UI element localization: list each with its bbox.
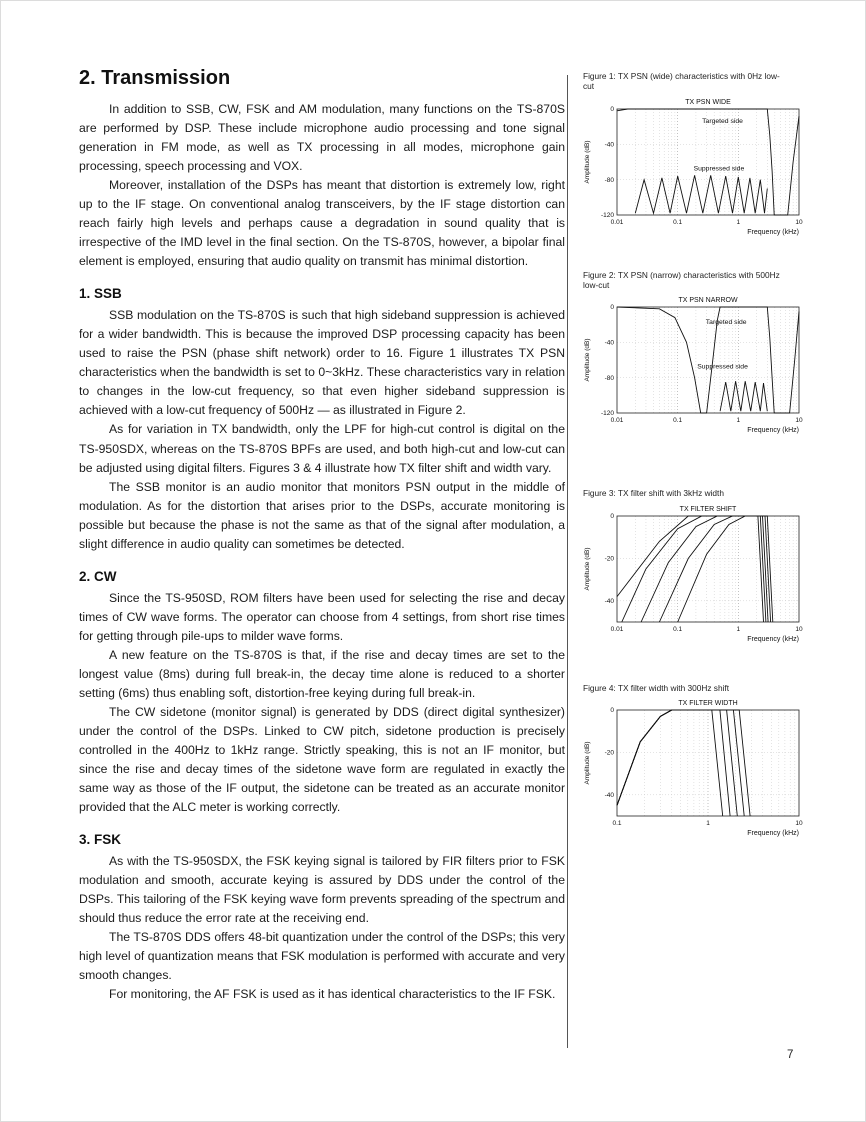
article-title: 2. Transmission bbox=[79, 67, 231, 89]
svg-text:0.01: 0.01 bbox=[610, 417, 624, 425]
figure-4-caption: Figure 4: TX filter width with 300Hz shift bbox=[583, 682, 730, 693]
figure-4 bbox=[581, 683, 813, 851]
main-text-column bbox=[79, 67, 565, 1004]
svg-text:Suppressed side: Suppressed side bbox=[697, 363, 748, 371]
figure-3 bbox=[581, 488, 813, 656]
intro-paragraph: Moreover, installation of the DSPs has meant that distortion is extremely low, right up to the IF stage. On conventional analog transceivers, by the IF stage distortion can reach fairly high levels and perhaps cause a degradation in sound quality that is irrespective of the IMD level in the final section. On the TS-870S, however, a bipolar final element is employed, ensuring that audio quality on transmit has minimal distortion. bbox=[79, 178, 565, 269]
section-heading-fsk: 3. FSK bbox=[79, 832, 122, 848]
page-number: 7 bbox=[787, 1049, 794, 1061]
series-width-3 bbox=[617, 710, 737, 816]
svg-text:Frequency (kHz): Frequency (kHz) bbox=[747, 228, 799, 236]
svg-text:0.1: 0.1 bbox=[612, 820, 622, 828]
svg-text:Amplitude (dB): Amplitude (dB) bbox=[584, 338, 591, 382]
chart-canvas bbox=[581, 292, 809, 448]
paragraph: SSB modulation on the TS-870S is such that high sideband suppression is achieved for a wider bandwidth. This is because the improved DSP processing capacity has been used to raise the PSN (phase shift network) order to 16. Figure 1 illustrates TX PSN characteristics when the bandwidth is set to 0~3kHz. These characteristics vary in relation to changes in the low-cut frequency, so that even higher sideband suppression is achieved with a low-cut frequency of 500Hz — as illustrated in Figure 2. bbox=[79, 308, 565, 418]
svg-text:10: 10 bbox=[795, 820, 803, 828]
svg-text:10: 10 bbox=[795, 625, 803, 633]
svg-text:0.1: 0.1 bbox=[673, 218, 683, 226]
series-targeted-side-response bbox=[617, 109, 799, 215]
svg-text:-40: -40 bbox=[604, 141, 614, 149]
svg-text:0.01: 0.01 bbox=[610, 625, 624, 633]
svg-text:Suppressed side: Suppressed side bbox=[693, 165, 745, 173]
figure-1 bbox=[581, 71, 813, 250]
paragraph: Since the TS-950SD, ROM filters have been used for selecting the rise and decay times of CW wave forms. The operator can choose from 4 settings, from short rise times for getting through pile-ups to milder wave forms. bbox=[79, 590, 565, 643]
svg-text:1: 1 bbox=[706, 820, 710, 828]
chart-canvas bbox=[581, 695, 809, 851]
figure-1-caption: Figure 1: TX PSN (wide) characteristics with 0Hz low-cut bbox=[583, 71, 780, 92]
svg-text:Frequency (kHz): Frequency (kHz) bbox=[747, 830, 799, 838]
svg-text:Targeted side: Targeted side bbox=[705, 319, 747, 327]
paragraph: For monitoring, the AF FSK is used as it has identical characteristics to the IF FSK. bbox=[109, 987, 556, 1002]
section-heading-cw: 2. CW bbox=[79, 568, 117, 584]
svg-text:0: 0 bbox=[610, 105, 614, 113]
svg-text:-120: -120 bbox=[600, 410, 614, 418]
svg-text:Amplitude (dB): Amplitude (dB) bbox=[584, 741, 591, 785]
svg-text:0: 0 bbox=[610, 304, 614, 312]
paragraph: The TS-870S DDS offers 48-bit quantization under the control of the DSPs; this very high level of quantization means that FSK modulation is performed with accurate and very smooth changes. bbox=[79, 930, 565, 983]
series-shift-4 bbox=[659, 516, 770, 622]
svg-text:-40: -40 bbox=[604, 792, 614, 800]
svg-text:1: 1 bbox=[736, 625, 741, 633]
series-shift-2 bbox=[622, 516, 766, 622]
svg-text:-80: -80 bbox=[604, 176, 614, 184]
svg-text:10: 10 bbox=[795, 417, 803, 425]
figure-3-chart bbox=[581, 501, 809, 657]
figure-2-caption: Figure 2: TX PSN (narrow) characteristics with 500Hz low-cut bbox=[583, 269, 780, 291]
figure-2-chart bbox=[581, 292, 809, 448]
svg-text:Frequency (kHz): Frequency (kHz) bbox=[747, 427, 799, 435]
svg-text:Amplitude (dB): Amplitude (dB) bbox=[584, 140, 591, 184]
series-shift-3 bbox=[641, 516, 768, 622]
svg-text:Frequency (kHz): Frequency (kHz) bbox=[747, 635, 799, 643]
svg-text:0.1: 0.1 bbox=[673, 417, 683, 425]
paragraph: As with the TS-950SDX, the FSK keying signal is tailored by FIR filters prior to FSK modulation and smooth, accurate keying is assured by DDS under the control of the DSPs. This tailoring of the FSK keying wave form prevents spreading of the spectrum and should thus reduce the error rate at the receiving end. bbox=[79, 854, 565, 926]
figures-column bbox=[581, 71, 813, 851]
series-shift-1 bbox=[617, 516, 764, 622]
series-suppressed-side-response bbox=[635, 175, 767, 213]
svg-text:10: 10 bbox=[795, 218, 803, 226]
svg-text:0: 0 bbox=[610, 512, 614, 520]
svg-text:Targeted side: Targeted side bbox=[702, 117, 743, 125]
section-heading-ssb: 1. SSB bbox=[79, 286, 122, 302]
svg-text:-80: -80 bbox=[604, 375, 614, 383]
chart-canvas bbox=[581, 94, 809, 250]
svg-text:TX FILTER WIDTH: TX FILTER WIDTH bbox=[678, 700, 738, 708]
svg-text:TX PSN NARROW: TX PSN NARROW bbox=[678, 297, 738, 305]
intro-paragraph: In addition to SSB, CW, FSK and AM modulation, many functions on the TS-870S are performed by DSP. These include microphone audio processing and tone signal generation in FM mode, as well as TX processing in all modes, microphone gain processing, speech processing and VOX. bbox=[79, 102, 565, 174]
paragraph: A new feature on the TS-870S is that, if the rise and decay times are set to the longest value (8ms) during full break-in, the decay time alone is reduced to a shorter setting (6ms) thus enabling soft, distortion-free keying during full break-in. bbox=[79, 647, 565, 700]
svg-text:0.01: 0.01 bbox=[610, 218, 624, 226]
svg-text:-20: -20 bbox=[604, 555, 614, 563]
svg-text:TX FILTER SHIFT: TX FILTER SHIFT bbox=[679, 505, 737, 513]
svg-text:0.1: 0.1 bbox=[673, 625, 683, 633]
svg-text:-120: -120 bbox=[600, 211, 614, 219]
svg-text:1: 1 bbox=[736, 417, 741, 425]
svg-text:0: 0 bbox=[610, 707, 614, 715]
figure-1-chart bbox=[581, 94, 809, 250]
svg-text:Amplitude (dB): Amplitude (dB) bbox=[584, 547, 591, 591]
svg-text:-20: -20 bbox=[604, 749, 614, 757]
figure-2 bbox=[581, 270, 813, 449]
chart-canvas bbox=[581, 501, 809, 657]
paragraph: The CW sidetone (monitor signal) is generated by DDS (direct digital synthesizer) under the control of the DSPs. Linked to CW pitch, sidetone production is precisely controlled in the 400Hz to 1kHz range. Strictly speaking, this is not an IF monitor, but since the rise and decay times of the sidetone wave form are regulated in exactly the same way as those of the IF output, the sidetone can be treated as an accurate monitor provided that the ALC meter is working correctly. bbox=[79, 704, 565, 815]
figure-4-chart bbox=[581, 695, 809, 851]
svg-text:-40: -40 bbox=[604, 339, 614, 347]
svg-text:TX PSN WIDE: TX PSN WIDE bbox=[685, 98, 731, 106]
series-suppressed-side-response bbox=[720, 382, 767, 412]
column-divider bbox=[567, 75, 568, 1048]
svg-text:-40: -40 bbox=[604, 597, 614, 605]
figure-3-caption: Figure 3: TX filter shift with 3kHz width bbox=[583, 488, 724, 499]
paragraph: As for variation in TX bandwidth, only the LPF for high-cut control is digital on the TS-950SDX, whereas on the TS-870S BPFs are used, and both high-cut and low-cut can be adjusted using digital filters. Figures 3 & 4 illustrate how TX filter shift and width vary. bbox=[79, 422, 565, 475]
paragraph: The SSB monitor is an audio monitor that monitors PSN output in the middle of modulation. As for the distortion that arises prior to the DSPs, accurate monitoring is possible but because the phase is not the same as that of the signal after modulation, a slight difference in audio quality can sometimes be detected. bbox=[79, 479, 565, 551]
svg-text:1: 1 bbox=[736, 218, 741, 226]
series-width-5 bbox=[617, 710, 750, 816]
